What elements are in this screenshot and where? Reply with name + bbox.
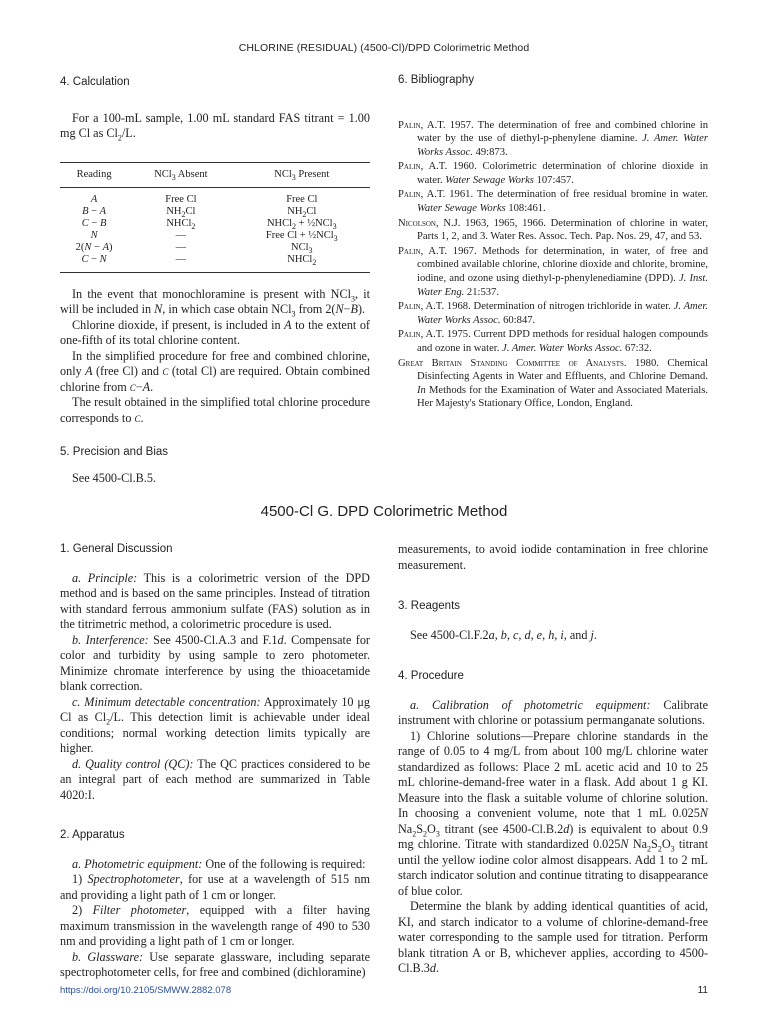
blank-paragraph: Determine the blank by adding identical quantities of acid, KI, and starch indicator to a volume of chlorine-demand-free water corresponding to the sample used for titration. Perform blank titration A or B, whichever applies, according to 4500-Cl.B.3d. bbox=[398, 899, 708, 975]
photometric-paragraph: a. Photometric equipment: One of the following is required: bbox=[72, 856, 366, 871]
table-row: B − A $NH_2Cl$ $NH_2Cl$ bbox=[82, 205, 317, 219]
section-title: 4500-Cl G. DPD Colorimetric Method bbox=[260, 503, 508, 520]
principle-paragraph: a. Principle: This is a colorimetric version of the DPD method and is based on the same principles. Instead of titration with standard ferrous ammonium sulfate (FAS) solution as in the titrimetric method, a colorimetric procedure is used. bbox=[60, 570, 370, 631]
calculation-heading: 4. Calculation bbox=[60, 76, 130, 88]
bibliography-entry: Palin, A.T. 1960. Colorimetric determination of chlorine dioxide in water. Water Sewage Works 107:457. bbox=[398, 161, 708, 186]
procedure-heading: 4. Procedure bbox=[398, 670, 464, 682]
calculation-paragraph-2: Chlorine dioxide, if present, is included in A to the extent of one-fifth of its total chlorine content. bbox=[60, 317, 370, 347]
page-number: 11 bbox=[697, 985, 708, 996]
apparatus-heading: 2. Apparatus bbox=[60, 829, 125, 841]
bibliography-entry: Palin, A.T. 1957. The determination of free and combined chlorine in water by the use of diethyl-p-phenylene diamine. J. Amer. Water Works Assoc. 49:873. bbox=[398, 119, 708, 158]
bibliography-section bbox=[398, 73, 708, 412]
table-row: A Free Cl Free Cl bbox=[90, 193, 318, 205]
glassware-paragraph: b. Glassware: Use separate glassware, including separate spectrophotometer cells, for free and combined (dichloramine) bbox=[60, 949, 370, 979]
precision-heading: 5. Precision and Bias bbox=[60, 446, 169, 458]
table-header: NCl$_3$ Present bbox=[274, 168, 330, 182]
filter-photometer-paragraph: 2) Filter photometer, equipped with a filter having maximum transmission in the wavelength range of 490 to 530 nm and providing a light path of 1 cm or longer. bbox=[60, 903, 371, 948]
bibliography-entry: Great Britain Standing Committee of Analysts. 1980. Chemical Disinfecting Agents in Water and Effluents, and Chlorine Demand. In Methods for the Examination of Water and Associated Materials. Her Majesty's Stationary Office, London, England. bbox=[398, 357, 708, 410]
qc-paragraph: d. Quality control (QC): The QC practices considered to be an integral part of each method are summarized in Table 4020:I. bbox=[60, 756, 370, 802]
reagents-text: See 4500-Cl.F.2a, b, c, d, e, h, i, and j. bbox=[410, 627, 597, 642]
table-row: C − B NHCl$_2$ NHCl$_2$ + ½NCl$_3$ bbox=[81, 217, 337, 231]
bibliography-entry: Palin, A.T. 1967. Methods for determination, in water, of free and combined available chlorine, chlorine dioxide and chlorite, bromine, iodine, and ozone using diethyl-p-phenylenediamine (DPD). J. Inst. Water Eng. 21:537. bbox=[398, 245, 708, 298]
table-row: N — Free Cl + ½NCl$_3$ bbox=[90, 229, 338, 243]
bibliography-entry: Palin, A.T. 1968. Determination of nitrogen trichloride in water. J. Amer. Water Works Assoc. 60:847. bbox=[398, 301, 709, 326]
general-discussion-section bbox=[60, 542, 370, 981]
reagents-procedure-section bbox=[398, 542, 708, 977]
mdc-paragraph: c. Minimum detectable concentration: Approximately 10 μg Cl as $Cl_2/L$. This detection limit is achievable under ideal conditions; normal working detection limits typically are higher. bbox=[60, 694, 370, 755]
calculation-intro: For a 100-mL sample, 1.00 mL standard FAS titrant = 1.00 mg Cl as $Cl_2/L$. bbox=[60, 110, 370, 143]
table-header: Reading bbox=[76, 168, 112, 180]
calculation-paragraph-4: The result obtained in the simplified total chlorine procedure corresponds to c. bbox=[60, 395, 370, 425]
bibliography-entry: Palin, A.T. 1961. The determination of free residual bromine in water. Water Sewage Works 108:461. bbox=[398, 189, 708, 215]
reagents-heading: 3. Reagents bbox=[398, 600, 461, 612]
glassware-continued: measurements, to avoid iodide contamination in free chlorine measurement. bbox=[398, 542, 708, 572]
table-row: C − N — NHCl$_2$ bbox=[60, 254, 370, 273]
doi-link[interactable]: https://doi.org/10.2105/SMWW.2882.078 bbox=[60, 985, 232, 996]
precision-text: See 4500-Cl.B.5. bbox=[72, 470, 156, 485]
interference-paragraph: b. Interference: See 4500-Cl.A.3 and F.1d. Compensate for color and turbidity by using sample to zero photometer. Minimize chromate interference by using the thioacetamide blank correction. bbox=[60, 632, 370, 693]
bibliography-entry: Nicolson, N.J. 1963, 1965, 1966. Determination of chlorine in water, Parts 1, 2, and 3. Water Res. Assoc. Tech. Pap. Nos. 29, 47, and 53. bbox=[398, 217, 708, 243]
table-header: NCl$_3$ Absent bbox=[154, 168, 208, 182]
calculation-section bbox=[60, 75, 370, 486]
calculation-paragraph-1: In the event that monochloramine is present with NCl$_3$, it will be included in N, in which case obtain NCl$_3$ from 2(N−B). bbox=[60, 286, 370, 319]
bibliography-list bbox=[398, 119, 708, 411]
table-row: 2(N − A) — NCl$_3$ bbox=[75, 241, 313, 255]
bibliography-heading: 6. Bibliography bbox=[398, 74, 475, 86]
calibration-paragraph: a. Calibration of photometric equipment: Calibrate instrument with chlorine or potassium permanganate solutions. bbox=[398, 697, 709, 727]
chlorine-solutions-paragraph: 1) Chlorine solutions—Prepare chlorine standards in the range of 0.05 to 4 mg/L from about 100 mg/L chlorine water standardized as follows: Place 2 mL acetic acid and 10 to 25 mL chlorine-demand-free water in a flask. Add about 1 g KI. Measure into the flask a suitable volume of chlorine solution. In choosing a convenient volume, note that 1 mL 0.025N $Na_2S_2O_3$ titrant (see 4500-Cl.B.2d) is equivalent to about 0.9 mg chlorine. Titrate with standardized 0.025N $Na_2S_2O_3$ titrant until the yellow iodine color almost disappears. Add 1 to 2 mL starch indicator solution and continue titrating to disappearance of blue color. bbox=[398, 728, 708, 898]
calculation-paragraph-3: In the simplified procedure for free and combined chlorine, only A (free Cl) and c (total Cl) are required. Obtain combined chlorine from c−A. bbox=[60, 348, 370, 394]
bibliography-entry: Palin, A.T. 1975. Current DPD methods for residual halogen compounds and ozone in water. J. Amer. Water Works Assoc. 67:32. bbox=[398, 329, 708, 354]
general-discussion-heading: 1. General Discussion bbox=[60, 543, 173, 555]
spectrophotometer-paragraph: 1) Spectrophotometer, for use at a wavelength of 515 nm and providing a light path of 1 cm or longer. bbox=[60, 872, 370, 902]
running-head: CHLORINE (RESIDUAL) (4500-Cl)/DPD Colorimetric Method bbox=[238, 42, 530, 54]
readings-table bbox=[60, 162, 370, 273]
